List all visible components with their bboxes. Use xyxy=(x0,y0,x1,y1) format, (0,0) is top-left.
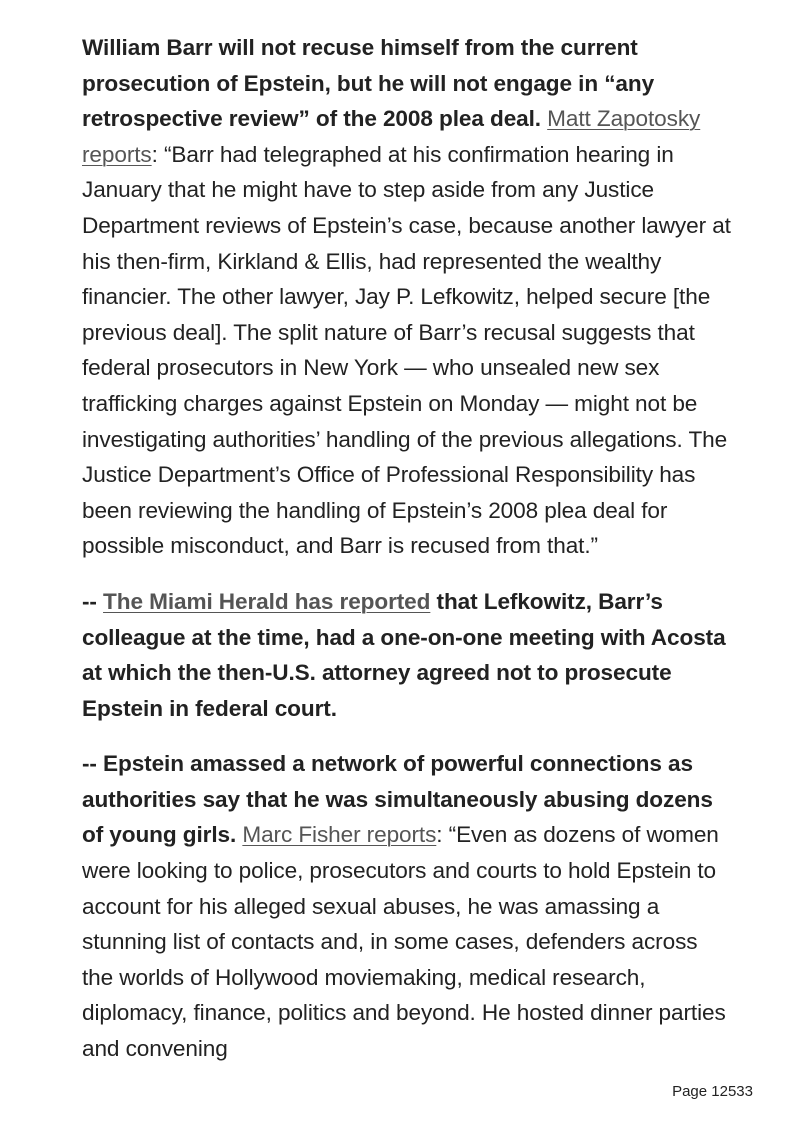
paragraph-body: : “Even as dozens of women were looking to police, prosecutors and courts to hold Epstein to account for his alleged sexual abuses, he was amassing a stunning list of contacts and, in some cases, defenders across the worlds of Hollywood moviemaking, medical research, diplomacy, finance, politics and beyond. He hosted dinner parties and convening xyxy=(82,822,726,1062)
page-number: Page 12533 xyxy=(672,1083,753,1100)
paragraph-barr-recusal xyxy=(82,30,732,564)
paragraph-prefix: -- xyxy=(82,588,97,614)
document-page xyxy=(82,30,732,1085)
matt-zapotosky-link[interactable]: Matt Zapotosky reports xyxy=(82,106,701,167)
paragraph-body-bold: that Lefkowitz, Barr’s colleague at the time, had a one-on-one meeting with Acosta at which the then-U.S. attorney agreed not to prosecute Epstein in federal court. xyxy=(82,588,726,721)
paragraph-miami-herald xyxy=(82,584,732,726)
paragraph-lead: William Barr will not recuse himself from the current prosecution of Epstein, but he will not engage in “any retrospective review” of the 2008 plea deal. xyxy=(82,35,655,132)
miami-herald-link[interactable]: The Miami Herald has reported xyxy=(103,588,431,614)
paragraph-epstein-network xyxy=(82,746,732,1066)
paragraph-body: : “Barr had telegraphed at his confirmation hearing in January that he might have to step aside from any Justice Department reviews of Epstein’s case, because another lawyer at his then-firm, Kirkland & Ellis, had represented the wealthy financier. The other lawyer, Jay P. Lefkowitz, helped secure [the previous deal]. The split nature of Barr’s recusal suggests that federal prosecutors in New York — who unsealed new sex trafficking charges against Epstein on Monday — might not be investigating authorities’ handling of the previous allegations. The Justice Department’s Office of Professional Responsibility has been reviewing the handling of Epstein’s 2008 plea deal for possible misconduct, and Barr is recused from that.” xyxy=(82,141,731,559)
paragraph-lead: -- Epstein amassed a network of powerful connections as authorities say that he was simultaneously abusing dozens of young girls. xyxy=(82,751,713,848)
marc-fisher-link[interactable]: Marc Fisher reports xyxy=(242,822,437,848)
